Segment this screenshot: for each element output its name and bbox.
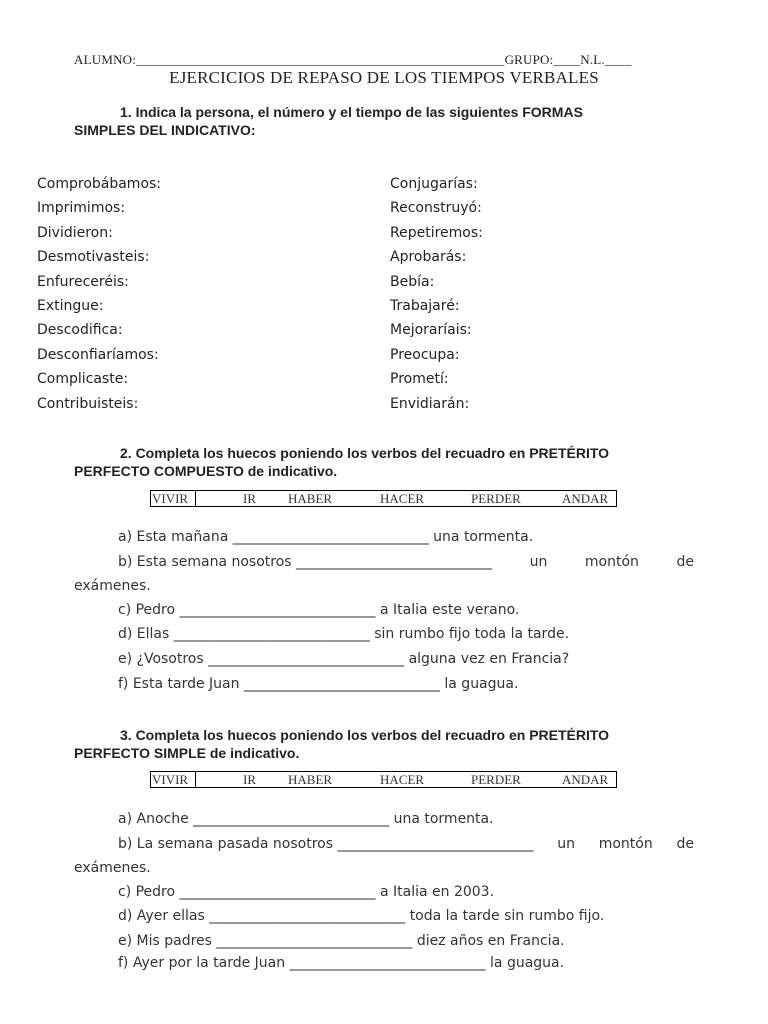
verb-item: Descodifica:	[37, 322, 123, 339]
exercise-text: montón	[584, 554, 639, 570]
box-verb: HABER	[288, 772, 333, 787]
exercise-text: exámenes.	[74, 578, 151, 594]
verb-item: Preocupa:	[390, 346, 460, 363]
exercise-text: un	[529, 554, 548, 570]
section3-instruction-line2: PERFECTO SIMPLE de indicativo.	[74, 745, 300, 761]
box-verb: PERDER	[471, 772, 521, 787]
section1-instruction-line1: 1. Indica la persona, el número y el tiempo de las siguientes FORMAS	[120, 104, 583, 120]
exercise-text: montón	[598, 836, 653, 852]
verb-item: Conjugarías:	[390, 176, 478, 192]
verb-item: Envidiarán:	[390, 395, 470, 412]
verb-box-divider	[195, 491, 196, 506]
verb-item: Extingue:	[37, 297, 104, 314]
exercise-item-wrapped	[74, 550, 694, 598]
section2-instruction	[74, 444, 694, 480]
exercise-item: e) Mis padres ____________________________ diez años en Francia.	[118, 933, 565, 949]
box-verb: HACER	[380, 491, 425, 506]
exercise-item: e) ¿Vosotros ____________________________ alguna vez en Francia?	[118, 651, 570, 667]
exercise-text: b) La semana pasada nosotros ____________________________	[118, 836, 534, 852]
page-title: EJERCICIOS DE REPASO DE LOS TIEMPOS VERBALES	[169, 68, 599, 87]
verb-item: Complicaste:	[37, 371, 129, 388]
exercise-text: de	[676, 554, 694, 570]
section1-instruction-line2: SIMPLES DEL INDICATIVO:	[74, 122, 256, 138]
box-verb: VIVIR	[152, 772, 189, 787]
exercise-item: c) Pedro ____________________________ a Italia en 2003.	[118, 884, 495, 900]
verb-item: Trabajaré:	[390, 297, 460, 314]
verb-item: Dividieron:	[37, 224, 113, 241]
verb-item: Reconstruyó:	[390, 200, 482, 217]
box-verb: ANDAR	[562, 491, 609, 506]
exercise-text: b) Esta semana nosotros ____________________________	[118, 554, 493, 570]
box-verb: VIVIR	[152, 491, 189, 506]
exercise-text: de	[676, 836, 694, 852]
verb-item: Aprobarás:	[390, 249, 467, 266]
box-verb: ANDAR	[562, 772, 609, 787]
exercise-item: f) Ayer por la tarde Juan ____________________________ la guagua.	[118, 955, 565, 971]
box-verb: PERDER	[471, 491, 521, 506]
verb-box-divider	[195, 772, 196, 787]
exercise-item: f) Esta tarde Juan ____________________________ la guagua.	[118, 676, 519, 692]
section3-instruction-line1: 3. Completa los huecos poniendo los verbos del recuadro en PRETÉRITO	[120, 727, 610, 743]
section3-instruction	[74, 726, 694, 762]
exercise-item: a) Esta mañana ____________________________ una tormenta.	[118, 529, 534, 545]
exercise-item: d) Ellas ____________________________ sin rumbo fijo toda la tarde.	[118, 626, 570, 642]
verb-item: Mejoraríais:	[390, 322, 472, 339]
verb-item: Repetiremos:	[390, 224, 483, 241]
exercise-item: c) Pedro ____________________________ a Italia este verano.	[118, 602, 520, 618]
verb-item: Desmotivasteis:	[37, 249, 150, 266]
exercise-item-wrapped	[74, 832, 694, 880]
section2-instruction-line2: PERFECTO COMPUESTO de indicativo.	[74, 463, 338, 479]
exercise-text: un	[557, 836, 575, 852]
section1-instruction	[74, 103, 694, 139]
verb-list-left	[37, 172, 161, 416]
box-verb: IR	[243, 772, 256, 787]
verb-box-section2	[150, 490, 617, 507]
verb-item: Enfureceréis:	[37, 273, 129, 290]
verb-box-section3	[150, 771, 617, 788]
student-info-line: ALUMNO:_______________________________________________________GRUPO:____N.L.____	[74, 52, 632, 67]
verb-item: Contribuisteis:	[37, 395, 139, 412]
box-verb: IR	[243, 491, 256, 506]
verb-item: Prometí:	[390, 371, 449, 388]
verb-item: Comprobábamos:	[37, 176, 162, 192]
box-verb: HACER	[380, 772, 425, 787]
exercise-item: a) Anoche ____________________________ una tormenta.	[118, 811, 494, 827]
exercise-item: d) Ayer ellas ____________________________ toda la tarde sin rumbo fijo.	[118, 908, 605, 924]
verb-list-right	[390, 172, 483, 416]
verb-item: Bebía:	[390, 273, 435, 290]
box-verb: HABER	[288, 491, 333, 506]
section2-instruction-line1: 2. Completa los huecos poniendo los verbos del recuadro en PRETÉRITO	[120, 445, 610, 461]
verb-item: Imprimimos:	[37, 200, 126, 217]
exercise-text: exámenes.	[74, 860, 151, 876]
verb-item: Desconfiaríamos:	[37, 346, 159, 363]
